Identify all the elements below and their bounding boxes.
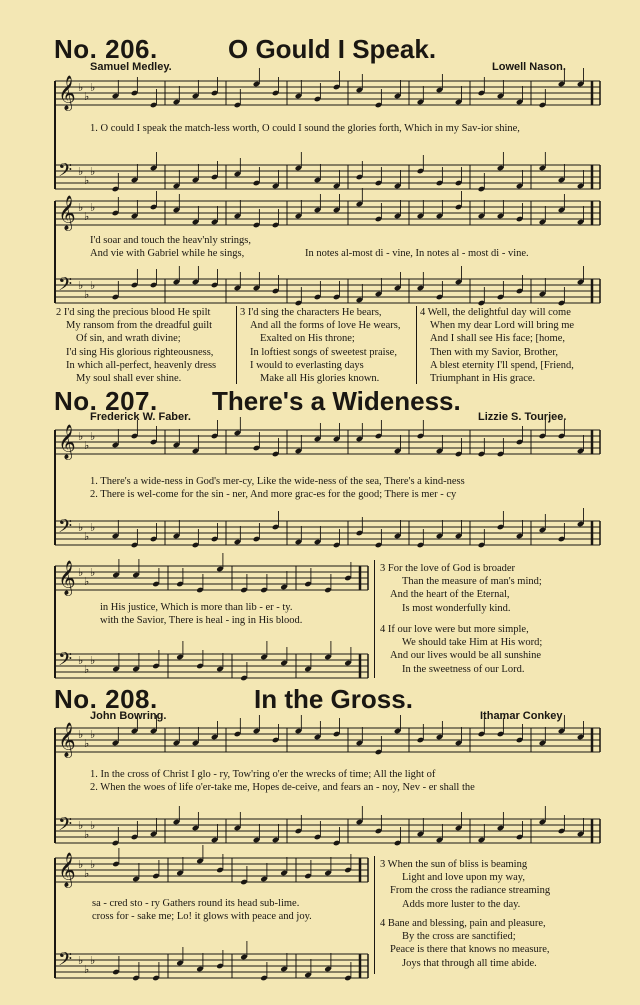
flat-icon: ♭ bbox=[78, 279, 84, 292]
treble-clef-icon: 𝄞 bbox=[58, 852, 76, 888]
hymn-208-author: John Bowring. bbox=[90, 710, 167, 722]
flat-icon: ♭ bbox=[90, 201, 96, 214]
bass-clef-icon: 𝄢 bbox=[58, 516, 73, 542]
flat-icon: ♭ bbox=[84, 90, 90, 103]
bass-clef-icon: 𝄢 bbox=[58, 814, 73, 840]
flat-icon: ♭ bbox=[84, 867, 90, 880]
bass-clef-icon: 𝄢 bbox=[58, 949, 73, 975]
flat-icon: ♭ bbox=[78, 165, 84, 178]
hymn-207-verse-3: 3 For the love of God is broader Than the measure of man's mind; And the heart of the Eternal, Is most wonderfully kind. bbox=[380, 563, 542, 614]
verse-divider bbox=[374, 560, 375, 678]
bass-clef-icon: 𝄢 bbox=[58, 274, 73, 300]
hymn-207-author: Frederick W. Faber. bbox=[90, 411, 191, 423]
flat-icon: ♭ bbox=[84, 575, 90, 588]
flat-icon: ♭ bbox=[84, 174, 90, 187]
flat-icon: ♭ bbox=[84, 737, 90, 750]
treble-clef-icon: 𝄞 bbox=[58, 560, 76, 596]
verse-divider bbox=[416, 306, 417, 384]
hymn-208-verse-4: 4 Bane and blessing, pain and pleasure, By the cross are sanctified; Peace is there that knows no measure, Joys that through all time abide. bbox=[380, 918, 550, 969]
hymn-208-verse-3: 3 When the sun of bliss is beaming Light and love upon my way, From the cross the radiance streaming Adds more luster to the day. bbox=[380, 859, 551, 910]
hymn-208-lyric-verse-2: 2. When the woes of life o'er-take me, Hopes de-ceive, and fears an - noy, Nev - er shall the bbox=[90, 782, 475, 793]
hymn-206-author: Samuel Medley. bbox=[90, 61, 172, 73]
flat-icon: ♭ bbox=[78, 858, 84, 871]
hymn-208-composer: Ithamar Conkey bbox=[480, 710, 563, 722]
flat-icon: ♭ bbox=[90, 81, 96, 94]
flat-icon: ♭ bbox=[90, 566, 96, 579]
hymn-207-title: There's a Wideness. bbox=[212, 386, 461, 416]
hymn-207-number: No. 207. bbox=[54, 386, 158, 416]
hymn-206-lyric-line-2: I'd soar and touch the heav'nly strings, bbox=[90, 235, 251, 246]
flat-icon: ♭ bbox=[78, 430, 84, 443]
flat-icon: ♭ bbox=[78, 728, 84, 741]
hymn-206-title: O Gould I Speak. bbox=[228, 34, 437, 64]
hymn-208-lyric-line-4: cross for - sake me; Lo! it glows with peace and joy. bbox=[92, 911, 312, 922]
treble-clef-icon: 𝄞 bbox=[58, 195, 76, 231]
flat-icon: ♭ bbox=[78, 81, 84, 94]
hymn-207-lyric-line-3: in His justice, Which is more than lib - er - ty. bbox=[100, 602, 293, 613]
hymn-206-composer: Lowell Nason. bbox=[492, 61, 566, 73]
flat-icon: ♭ bbox=[84, 663, 90, 676]
flat-icon: ♭ bbox=[84, 439, 90, 452]
hymn-206-staff-system-1 bbox=[54, 75, 602, 193]
flat-icon: ♭ bbox=[90, 819, 96, 832]
treble-clef-icon: 𝄞 bbox=[58, 722, 76, 758]
hymn-207-composer: Lizzie S. Tourjee. bbox=[478, 411, 567, 423]
hymn-207-lyric-verse-2: 2. There is wel-come for the sin - ner, And more grac-es for the good; There is mer - cy bbox=[90, 489, 457, 500]
hymn-206-verse-4: 4 Well, the delightful day will come When my dear Lord will bring me And I shall see His face; [home, Then with my Savior, Brother, A blest eternity I'll spend, [Friend, Triumphant in His grace. bbox=[420, 307, 575, 385]
hymn-208-lyric-line-3: sa - cred sto - ry Gathers round its head sub-lime. bbox=[92, 898, 300, 909]
hymn-208-lyric-verse-1: 1. In the cross of Christ I glo - ry, Tow'ring o'er the wrecks of time; All the light of bbox=[90, 769, 436, 780]
hymn-206-number: No. 206. bbox=[54, 34, 158, 64]
hymn-206-verse-2: 2 I'd sing the precious blood He spilt My ransom from the dreadful guilt Of sin, and wrath divine; I'd sing His glorious righteousness, In which all-perfect, heavenly dress My soul shall ever shine. bbox=[56, 307, 217, 385]
flat-icon: ♭ bbox=[84, 963, 90, 976]
flat-icon: ♭ bbox=[78, 954, 84, 967]
flat-icon: ♭ bbox=[78, 654, 84, 667]
flat-icon: ♭ bbox=[90, 165, 96, 178]
hymn-208-number: No. 208. bbox=[54, 684, 158, 714]
hymn-206-verse-3: 3 I'd sing the characters He bears, And all the forms of love He wears, Exalted on His throne; In loftiest songs of sweetest praise, I would to everlasting days Make all His glories known. bbox=[240, 307, 401, 385]
flat-icon: ♭ bbox=[90, 858, 96, 871]
hymn-206-lyric-line-3: And vie with Gabriel while he sings, bbox=[90, 248, 245, 259]
flat-icon: ♭ bbox=[78, 521, 84, 534]
bass-clef-icon: 𝄢 bbox=[58, 649, 73, 675]
verse-divider bbox=[374, 856, 375, 974]
flat-icon: ♭ bbox=[84, 828, 90, 841]
bass-clef-icon: 𝄢 bbox=[58, 160, 73, 186]
flat-icon: ♭ bbox=[90, 279, 96, 292]
flat-icon: ♭ bbox=[90, 521, 96, 534]
flat-icon: ♭ bbox=[84, 210, 90, 223]
treble-clef-icon: 𝄞 bbox=[58, 75, 76, 111]
treble-clef-icon: 𝄞 bbox=[58, 424, 76, 460]
verse-divider bbox=[236, 306, 237, 384]
flat-icon: ♭ bbox=[90, 654, 96, 667]
flat-icon: ♭ bbox=[90, 954, 96, 967]
flat-icon: ♭ bbox=[78, 819, 84, 832]
hymn-206-lyric-line-4: In notes al-most di - vine, In notes al - most di - vine. bbox=[305, 248, 529, 259]
hymn-207-verse-4: 4 If our love were but more simple, We should take Him at His word; And our lives would be all sunshine In the sweetness of our Lord. bbox=[380, 624, 543, 675]
flat-icon: ♭ bbox=[90, 430, 96, 443]
flat-icon: ♭ bbox=[90, 728, 96, 741]
flat-icon: ♭ bbox=[84, 530, 90, 543]
flat-icon: ♭ bbox=[84, 288, 90, 301]
flat-icon: ♭ bbox=[78, 566, 84, 579]
hymn-207-lyric-verse-1: 1. There's a wide-ness in God's mer-cy, Like the wide-ness of the sea, There's a kind-ness bbox=[90, 476, 465, 487]
hymn-207-lyric-line-4: with the Savior, There is heal - ing in His blood. bbox=[100, 615, 303, 626]
hymn-206-lyric-verse-1: 1. O could I speak the match-less worth, O could I sound the glories forth, Which in my Sav-ior shine, bbox=[90, 123, 520, 134]
hymn-208-title: In the Gross. bbox=[254, 684, 413, 714]
flat-icon: ♭ bbox=[78, 201, 84, 214]
